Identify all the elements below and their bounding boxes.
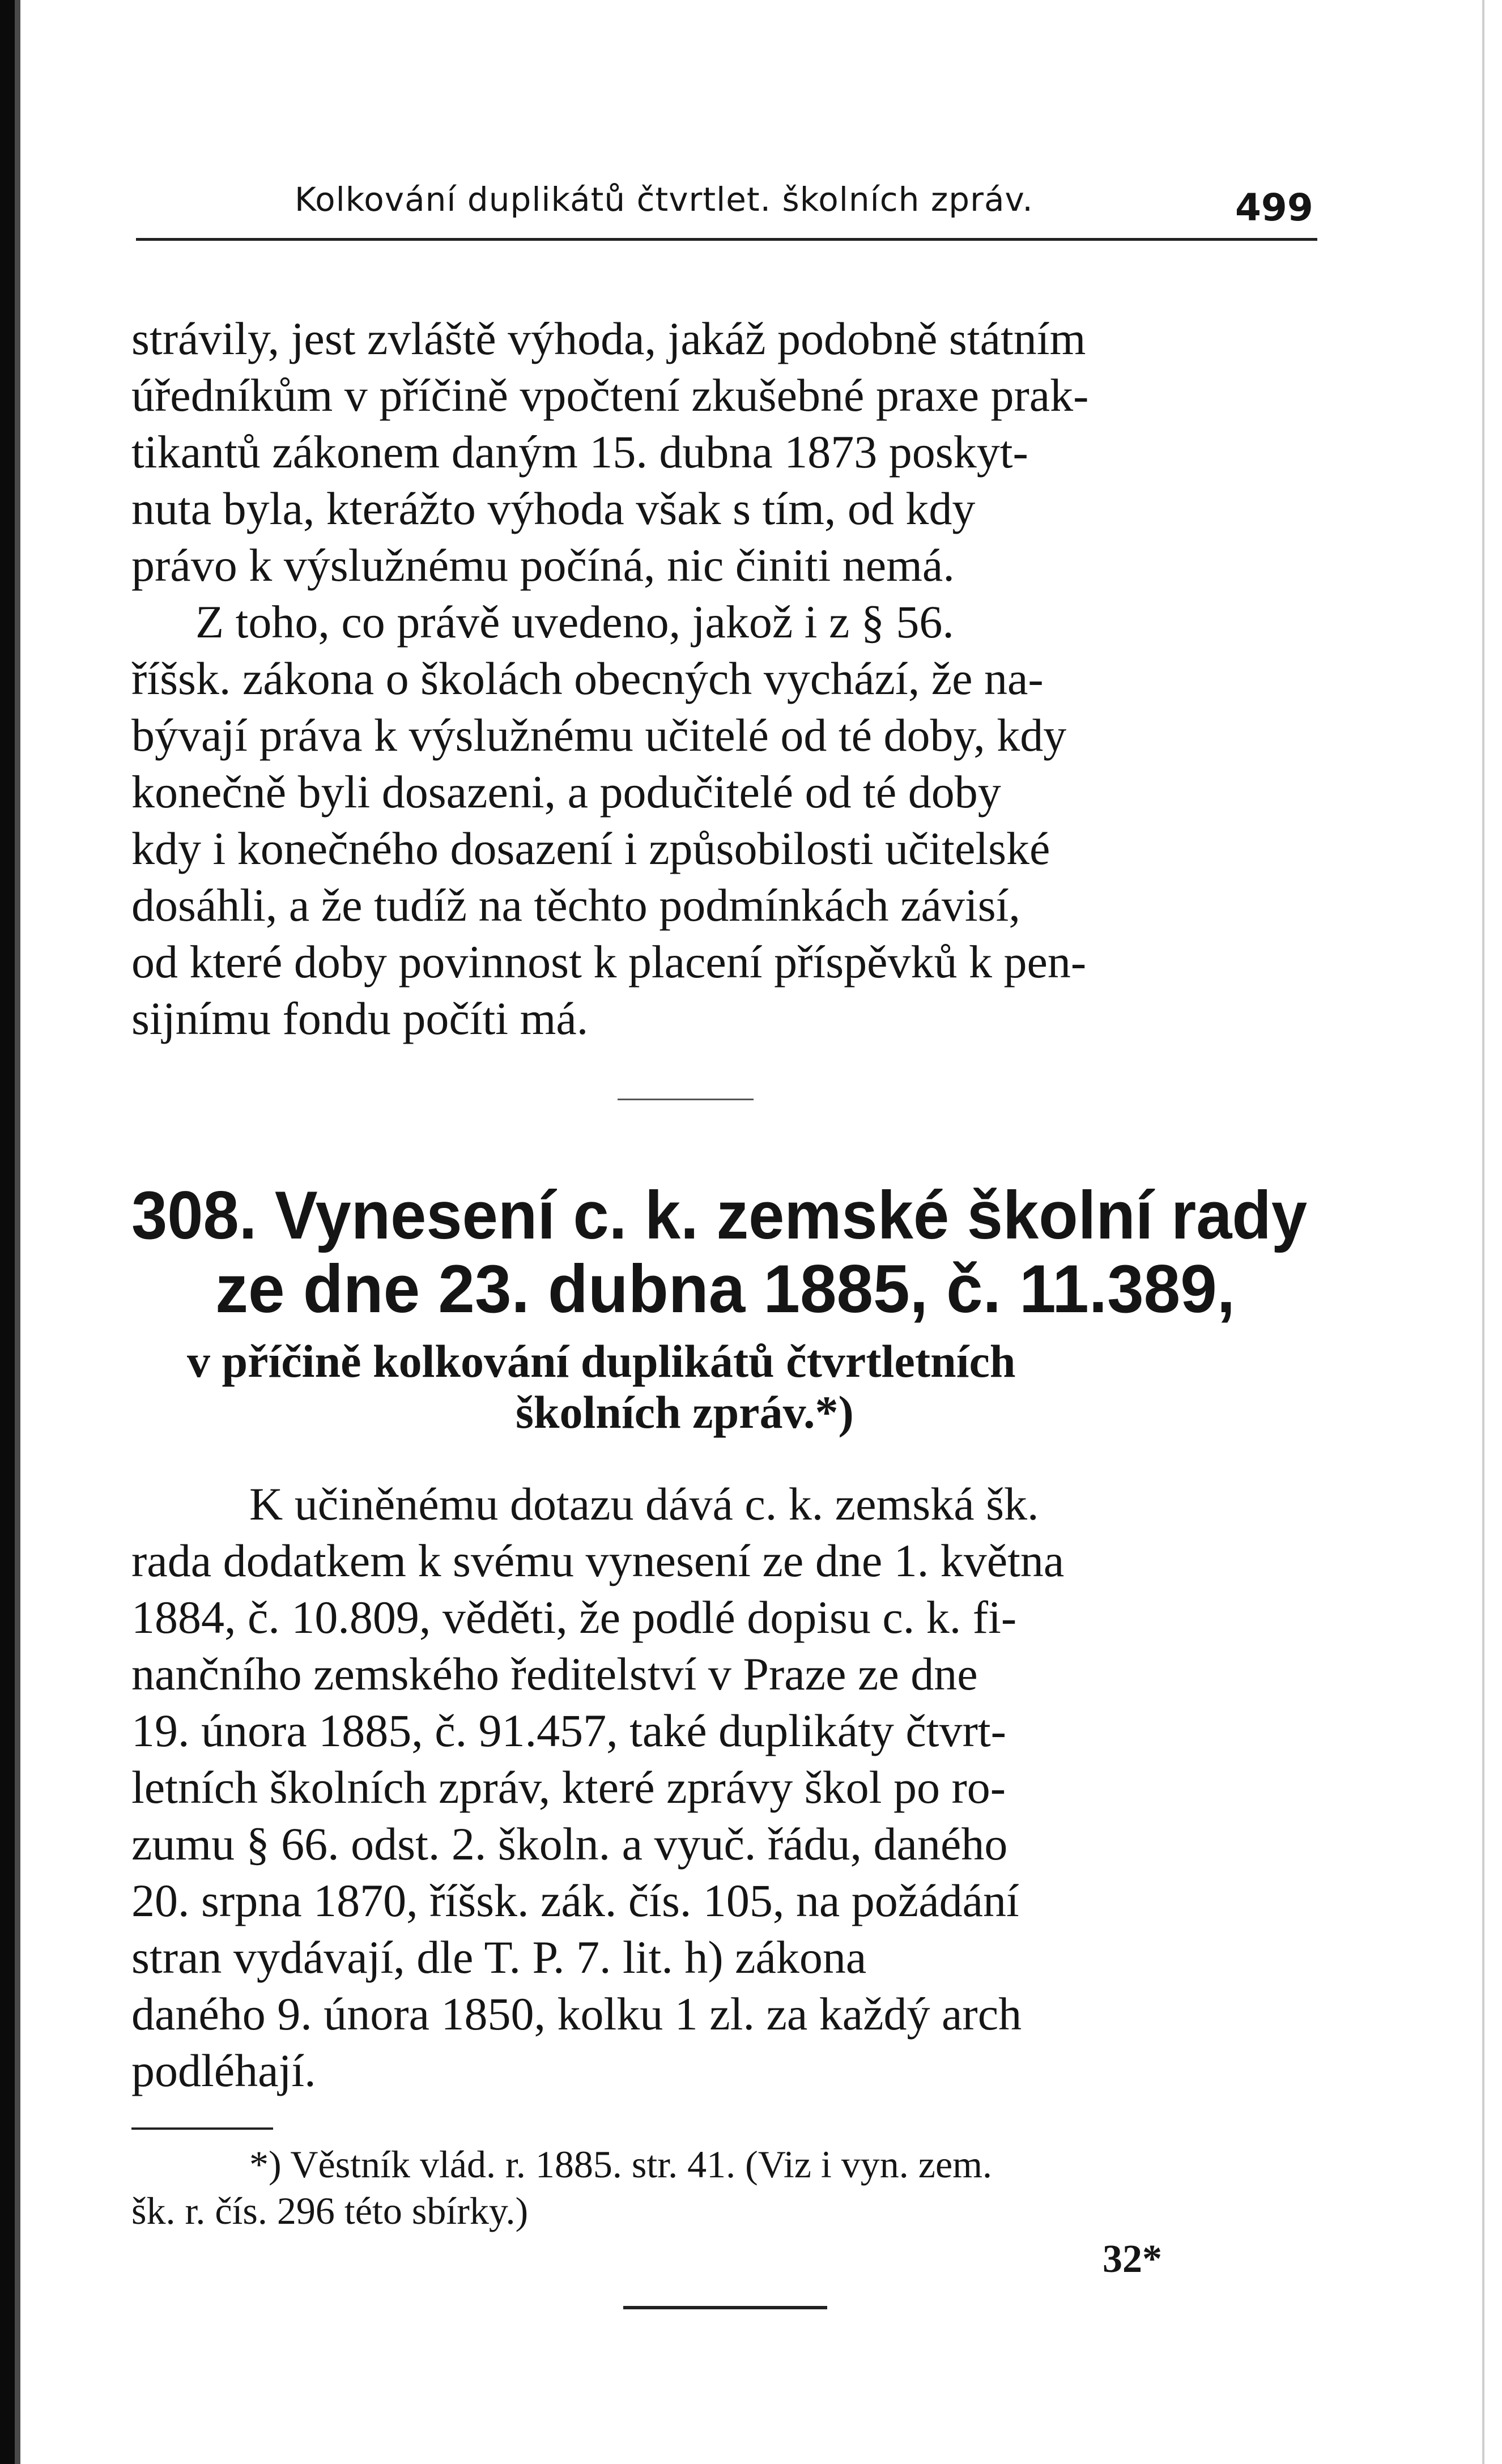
footnote-text: šk. r. čís. 296 této sbírky.) bbox=[131, 2189, 529, 2232]
paragraph-line: Z toho, co právě uvedeno, jakož i z § 56. bbox=[195, 596, 954, 648]
section-heading-date: ze dne 23. dubna 1885, č. 11.389, bbox=[215, 1251, 1235, 1327]
paragraph-line: daného 9. února 1850, kolku 1 zl. za každý arch bbox=[131, 1988, 1022, 2040]
paragraph-line: dosáhli, a že tudíž na těchto podmínkách závisí, bbox=[131, 879, 1020, 931]
paragraph-line: podléhají. bbox=[131, 2045, 316, 2096]
paragraph-line: zumu § 66. odst. 2. školn. a vyuč. řádu, daného bbox=[131, 1818, 1008, 1870]
paragraph-line: 20. srpna 1870, říšsk. zák. čís. 105, na požádání bbox=[131, 1875, 1019, 1926]
section-heading: 308. Vynesení c. k. zemské školní rady bbox=[131, 1177, 1308, 1253]
signature-mark: 32* bbox=[1103, 2237, 1162, 2281]
paragraph-line: kdy i konečného dosazení i způsobilosti učitelské bbox=[131, 823, 1050, 874]
paragraph-line: 19. února 1885, č. 91.457, také duplikáty čtvrt- bbox=[131, 1705, 1006, 1756]
page-edge-shadow bbox=[15, 0, 20, 2464]
header-rule bbox=[136, 238, 1317, 241]
paragraph-line: sijnímu fondu počíti má. bbox=[131, 993, 589, 1044]
footnote-text: *) Věstník vlád. r. 1885. str. 41. (Viz i vyn. zem. bbox=[249, 2143, 993, 2186]
paragraph-line: úředníkům v příčině vpočtení zkušebné praxe prak- bbox=[131, 369, 1089, 421]
section-subheading: školních zpráv.*) bbox=[516, 1386, 854, 1438]
section-subheading: v příčině kolkování duplikátů čtvrtletních bbox=[187, 1335, 1016, 1387]
page-number: 499 bbox=[1235, 186, 1313, 229]
paragraph-line: K učiněnému dotazu dává c. k. zemská šk. bbox=[249, 1478, 1039, 1530]
bottom-rule bbox=[623, 2306, 827, 2309]
page-edge bbox=[0, 0, 15, 2464]
paragraph-line: 1884, č. 10.809, věděti, že podlé dopisu c. k. fi- bbox=[131, 1591, 1017, 1643]
section-separator bbox=[618, 1099, 754, 1100]
paragraph-line: právo k výslužnému počíná, nic činiti nemá. bbox=[131, 539, 955, 591]
footnote-rule bbox=[131, 2127, 273, 2130]
running-title: Kolkování duplikátů čtvrtlet. školních zpráv. bbox=[295, 180, 1033, 219]
paragraph-line: konečně byli dosazeni, a podučitelé od té doby bbox=[131, 766, 1001, 818]
paragraph-line: od které doby povinnost k placení příspěvků k pen- bbox=[131, 936, 1087, 988]
paragraph-line: letních školních zpráv, které zprávy škol po ro- bbox=[131, 1761, 1006, 1813]
paragraph-line: říšsk. zákona o školách obecných vychází, že na- bbox=[131, 653, 1044, 704]
page-margin-line bbox=[1482, 0, 1484, 2464]
paragraph-line: nančního zemského ředitelství v Praze ze dne bbox=[131, 1648, 978, 1700]
paragraph-line: bývají práva k výslužnému učitelé od té doby, kdy bbox=[131, 709, 1067, 761]
paragraph-line: tikantů zákonem daným 15. dubna 1873 poskyt- bbox=[131, 426, 1028, 478]
paragraph-line: rada dodatkem k svému vynesení ze dne 1. května bbox=[131, 1535, 1065, 1586]
paragraph-line: strávily, jest zvláště výhoda, jakáž podobně státním bbox=[131, 313, 1086, 364]
paragraph-line: nuta byla, kterážto výhoda však s tím, od kdy bbox=[131, 483, 976, 534]
paragraph-line: stran vydávají, dle T. P. 7. lit. h) zákona bbox=[131, 1931, 867, 1983]
